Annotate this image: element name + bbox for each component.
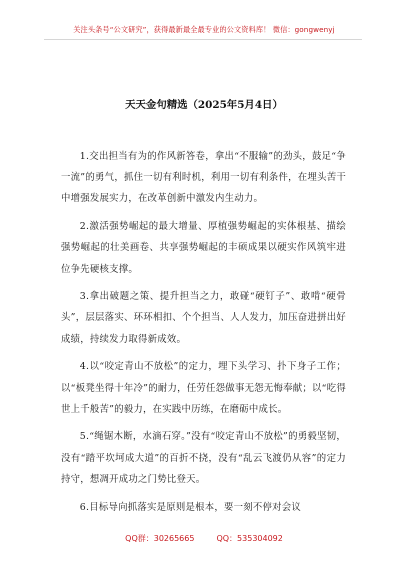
footer-qq: QQ：535304092 [216,534,283,543]
document-body [61,146,346,524]
paragraph-3: 3.拿出破题之策、提升担当之力，敢碰“硬钉子”、敢啃“硬骨头”，层层落实、环环相扣、个个担当、人人发力，加压奋进拼出好成绩，持续发力取得新成效。 [61,291,346,345]
header-banner: 关注头条号“公文研究”，获得最新最全最专业的公文资料库！ 微信：gongwenyj [73,25,335,34]
paragraph-1: 1.交出担当有为的作风新答卷，拿出“不服输”的劲头，鼓足“争一流”的勇气，抓住一切有利时机，利用一切有利条件，在埋头苦干中增强发展实力，在改革创新中激发内生动力。 [61,151,346,205]
paragraph-2: 2.激活强势崛起的最大增量、厚植强势崛起的实体根基、描绘强势崛起的壮美画卷、共享强势崛起的丰硕成果以硬实作风筑牢进位争先硬核支撑。 [61,221,346,275]
paragraph-5: 5.“绳锯木断，水滴石穿。”没有“咬定青山不放松”的勇毅坚韧，没有“踏平坎坷成大道”的百折不挠，没有“乱云飞渡仍从容”的定力持守，想凋开成功之门势比登天。 [61,431,346,485]
header-divider [44,39,362,40]
footer-contact [0,533,408,544]
footer-qq-group: QQ群：30265665 [125,534,195,543]
paragraph-4: 4.以“咬定青山不放松”的定力，埋下头学习、扑下身子工作；以“板凳坐得十年冷”的耐力，任劳任怨做事无怨无悔奉献；以“吃得世上千般苦”的毅力，在实践中历练，在磨砺中成长。 [61,361,346,415]
paragraph-6: 6.目标导向抓落实是原则是根本，要一刻不停对会议 [79,501,301,513]
document-title: 天天金句精选（2025年5月4日） [125,99,283,111]
